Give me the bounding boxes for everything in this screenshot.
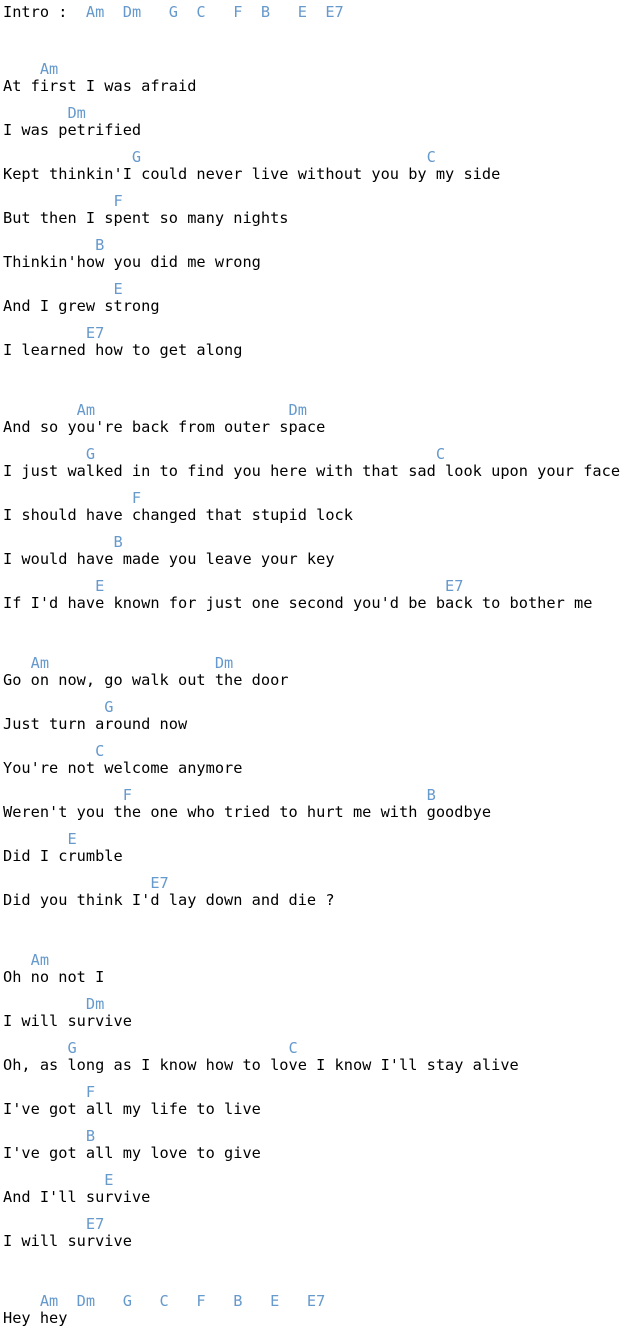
chord-lyric-pair bbox=[3, 1084, 633, 1118]
chord-line: E bbox=[3, 830, 77, 848]
lyric-line: If I'd have known for just one second you'd be back to bother me bbox=[3, 594, 593, 612]
chord-lyric-pair bbox=[3, 578, 633, 612]
chord-line: E bbox=[3, 280, 123, 298]
lyric-line: I was petrified bbox=[3, 121, 142, 139]
chord-line: E bbox=[3, 1171, 114, 1189]
chord-lyric-pair bbox=[3, 787, 633, 821]
intro-chords: Am Dm G C F B E E7 bbox=[76, 3, 344, 21]
chord-line: B bbox=[3, 533, 123, 551]
chord-lyric-pair bbox=[3, 996, 633, 1030]
chord-line: G bbox=[3, 698, 114, 716]
lyric-line: Did I crumble bbox=[3, 847, 123, 865]
chord-line: F bbox=[3, 489, 142, 507]
lyric-line: And so you're back from outer space bbox=[3, 418, 326, 436]
lyric-line: Weren't you the one who tried to hurt me with goodbye bbox=[3, 803, 492, 821]
sections-container bbox=[3, 61, 633, 1337]
intro-line bbox=[3, 4, 633, 21]
chord-lyric-pair bbox=[3, 446, 633, 480]
chord-lyric-pair bbox=[3, 1040, 633, 1074]
chord-line: E7 bbox=[3, 1215, 105, 1233]
chord-line: G C bbox=[3, 445, 446, 463]
chord-lyric-pair bbox=[3, 952, 633, 986]
lyric-line: I would have made you leave your key bbox=[3, 550, 335, 568]
lyric-line: I learned how to get along bbox=[3, 341, 243, 359]
song-section bbox=[3, 952, 633, 1260]
chord-lyric-pair bbox=[3, 281, 633, 315]
chord-lyric-pair bbox=[3, 61, 633, 95]
chord-line: Am Dm bbox=[3, 401, 307, 419]
chord-lyric-pair bbox=[3, 743, 633, 777]
lyric-line: Go on now, go walk out the door bbox=[3, 671, 289, 689]
chord-line: G C bbox=[3, 148, 436, 166]
chord-line: Am Dm G C F B E E7 bbox=[3, 1292, 326, 1310]
chord-line: G C bbox=[3, 1039, 298, 1057]
chord-line: C bbox=[3, 742, 105, 760]
chord-line: E7 bbox=[3, 874, 169, 892]
chord-lyric-pair bbox=[3, 1293, 633, 1327]
chord-lyric-pair bbox=[3, 699, 633, 733]
song-section bbox=[3, 61, 633, 369]
chord-lyric-pair bbox=[3, 193, 633, 227]
intro-label: Intro : bbox=[3, 3, 77, 21]
chord-lyric-pair bbox=[3, 402, 633, 436]
lyric-line: Oh, as long as I know how to love I know I'll stay alive bbox=[3, 1056, 519, 1074]
chord-line: Am Dm bbox=[3, 654, 234, 672]
song-section bbox=[3, 1293, 633, 1337]
chord-lyric-pair bbox=[3, 237, 633, 271]
lyric-line: I should have changed that stupid lock bbox=[3, 506, 353, 524]
lyric-line: Kept thinkin'I could never live without you by my side bbox=[3, 165, 501, 183]
lyric-line: I've got all my life to live bbox=[3, 1100, 261, 1118]
lyric-line: Just turn around now bbox=[3, 715, 188, 733]
chord-lyric-pair bbox=[3, 655, 633, 689]
song-section bbox=[3, 655, 633, 919]
lyric-line: But then I spent so many nights bbox=[3, 209, 289, 227]
chord-lyric-pair bbox=[3, 105, 633, 139]
chord-lyric-pair bbox=[3, 1172, 633, 1206]
chord-line: Dm bbox=[3, 104, 86, 122]
lyric-line: I just walked in to find you here with that sad look upon your face bbox=[3, 462, 621, 480]
chord-lyric-pair bbox=[3, 534, 633, 568]
chord-lyric-pair bbox=[3, 875, 633, 909]
chord-lyric-pair bbox=[3, 325, 633, 359]
chord-line: F bbox=[3, 1083, 96, 1101]
chord-lyric-pair bbox=[3, 1216, 633, 1250]
lyric-line: I will survive bbox=[3, 1232, 132, 1250]
lyric-line: And I'll survive bbox=[3, 1188, 151, 1206]
chord-line: F bbox=[3, 192, 123, 210]
chord-lyric-pair bbox=[3, 831, 633, 865]
chord-line: F B bbox=[3, 786, 436, 804]
lyric-line: Hey hey bbox=[3, 1309, 68, 1327]
lyric-line: Oh no not I bbox=[3, 968, 105, 986]
chord-lyric-pair bbox=[3, 490, 633, 524]
lyric-line: I've got all my love to give bbox=[3, 1144, 261, 1162]
chord-line: E7 bbox=[3, 324, 105, 342]
chord-line: E E7 bbox=[3, 577, 464, 595]
chord-line: B bbox=[3, 236, 105, 254]
lyric-line: And I grew strong bbox=[3, 297, 160, 315]
chord-line: Dm bbox=[3, 995, 105, 1013]
song-section bbox=[3, 402, 633, 622]
lyric-line: Did you think I'd lay down and die ? bbox=[3, 891, 335, 909]
chord-lyric-pair bbox=[3, 1128, 633, 1162]
lyric-line: At first I was afraid bbox=[3, 77, 197, 95]
lyric-line: Thinkin'how you did me wrong bbox=[3, 253, 261, 271]
lyric-line: I will survive bbox=[3, 1012, 132, 1030]
lyric-line: You're not welcome anymore bbox=[3, 759, 243, 777]
chord-line: Am bbox=[3, 951, 50, 969]
chord-line: B bbox=[3, 1127, 96, 1145]
chord-line: Am bbox=[3, 60, 59, 78]
chord-sheet bbox=[3, 4, 633, 1337]
chord-lyric-pair bbox=[3, 149, 633, 183]
